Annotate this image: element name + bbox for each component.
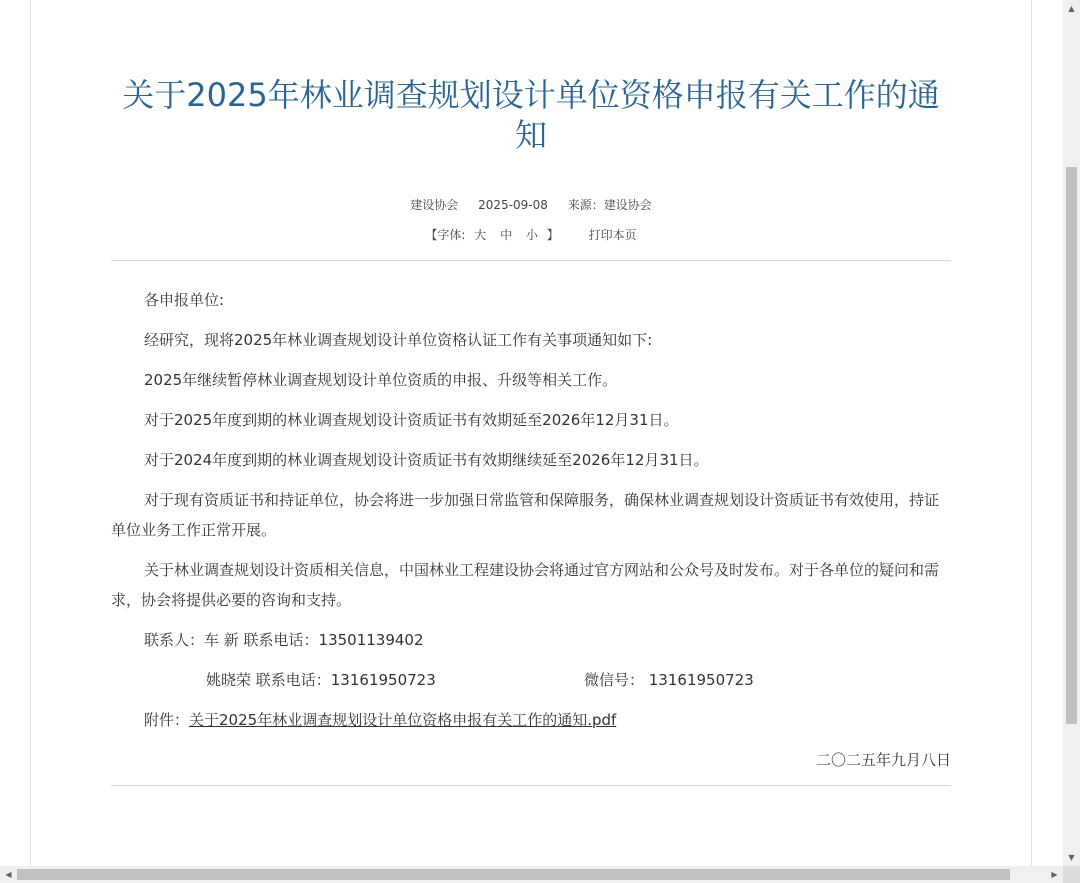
vertical-scroll-thumb[interactable]	[1066, 167, 1077, 724]
wechat-id: 微信号： 13161950723	[584, 671, 754, 689]
scroll-right-arrow-icon[interactable]: ▶	[1051, 870, 1058, 879]
page-container	[30, 0, 1032, 866]
font-large-button[interactable]: 大	[474, 228, 487, 242]
publish-date: 2025-09-08	[478, 198, 548, 212]
attachment-link[interactable]: 关于2025年林业调查规划设计单位资格申报有关工作的通知.pdf	[189, 711, 617, 729]
paragraph: 对于2025年度到期的林业调查规划设计资质证书有效期延至2026年12月31日。	[144, 411, 679, 429]
attachment-label: 附件：	[144, 711, 190, 729]
contact-primary: 联系人：车 新 联系电话：13501139402	[144, 631, 424, 649]
footer-divider	[111, 785, 951, 786]
paragraph: 关于林业调查规划设计资质相关信息，中国林业工程建设协会将通过官方网站和公众号及时发布。对于各单位的疑问和需求，协会将提供必要的咨询和支持。	[111, 561, 940, 609]
page-title: 关于2025年林业调查规划设计单位资格申报有关工作的通知	[122, 76, 940, 154]
source: 来源：建设协会	[567, 198, 652, 212]
greeting: 各申报单位:	[144, 291, 225, 309]
paragraph: 2025年继续暂停林业调查规划设计单位资质的申报、升级等相关工作。	[144, 371, 618, 389]
article-tools	[111, 225, 951, 245]
publisher: 建设协会	[410, 198, 459, 212]
paragraph: 经研究，现将2025年林业调查规划设计单位资格认证工作有关事项通知如下:	[144, 331, 653, 349]
signature-date: 二〇二五年九月八日	[815, 751, 951, 769]
horizontal-scrollbar[interactable]	[0, 866, 1063, 883]
font-small-button[interactable]: 小	[525, 228, 538, 242]
article-meta	[111, 195, 951, 215]
paragraph: 对于2024年度到期的林业调查规划设计资质证书有效期继续延至2026年12月31日。	[144, 451, 709, 469]
font-size-label: 【字体:	[425, 228, 466, 242]
contact-secondary: 姚晓荣 联系电话：13161950723	[206, 671, 436, 689]
article-body	[111, 261, 951, 775]
print-page-button[interactable]: 打印本页	[588, 228, 637, 242]
contact-secondary-row	[111, 665, 951, 695]
vertical-scrollbar[interactable]	[1063, 0, 1080, 866]
font-size-close: 】	[546, 228, 559, 242]
horizontal-scroll-thumb[interactable]	[17, 869, 1010, 880]
article	[111, 0, 951, 786]
scroll-up-arrow-icon[interactable]: ▲	[1068, 4, 1075, 13]
scroll-left-arrow-icon[interactable]: ◀	[5, 870, 12, 879]
paragraph: 对于现有资质证书和持证单位，协会将进一步加强日常监管和保障服务，确保林业调查规划设计资质证书有效使用，持证单位业务工作正常开展。	[111, 491, 940, 539]
attachment-row	[111, 705, 951, 735]
scroll-down-arrow-icon[interactable]: ▼	[1068, 853, 1075, 862]
font-medium-button[interactable]: 中	[500, 228, 513, 242]
scrollbar-corner	[1063, 866, 1080, 883]
